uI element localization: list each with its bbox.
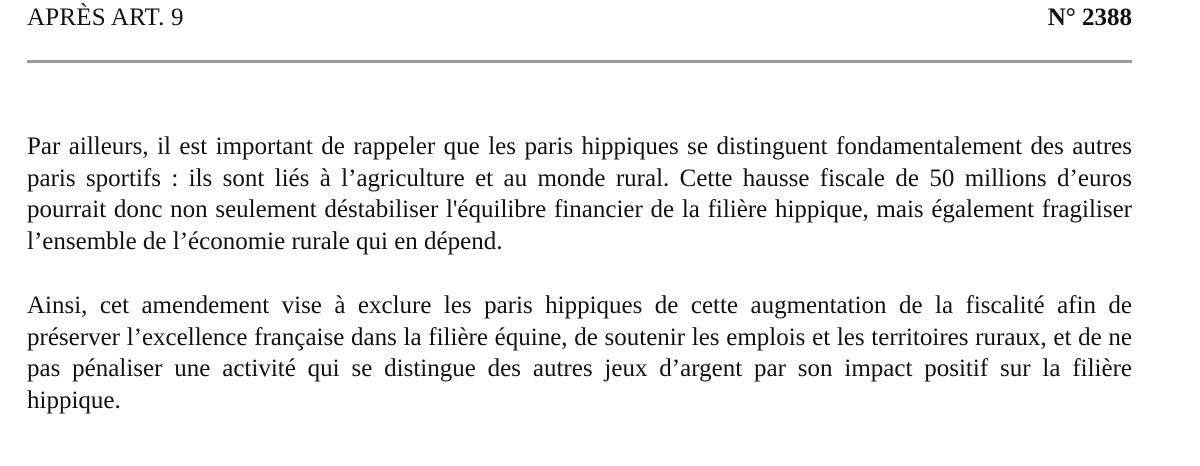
amendment-number: N° 2388 — [1047, 4, 1132, 31]
document-body — [27, 131, 1132, 416]
header-divider — [27, 60, 1132, 63]
article-reference: APRÈS ART. 9 — [27, 4, 184, 31]
paragraph: Par ailleurs, il est important de rappeler que les paris hippiques se distinguent fondamentalement des autres paris sportifs : ils sont liés à l’agriculture et au monde rural. Cette hausse fiscale de 50 millions d’euros pourrait donc non seulement déstabiliser l'équilibre financier de la filière hippique, mais également fragiliser l’ensemble de l’économie rurale qui en dépend. — [27, 133, 1132, 255]
page-header — [27, 0, 1132, 36]
paragraph: Ainsi, cet amendement vise à exclure les paris hippiques de cette augmentation de la fiscalité afin de préserver l’excellence française dans la filière équine, de soutenir les emplois et les territoires ruraux, et de ne pas pénaliser une activité qui se distingue des autres jeux d’argent par son impact positif sur la filière hippique. — [27, 292, 1132, 414]
